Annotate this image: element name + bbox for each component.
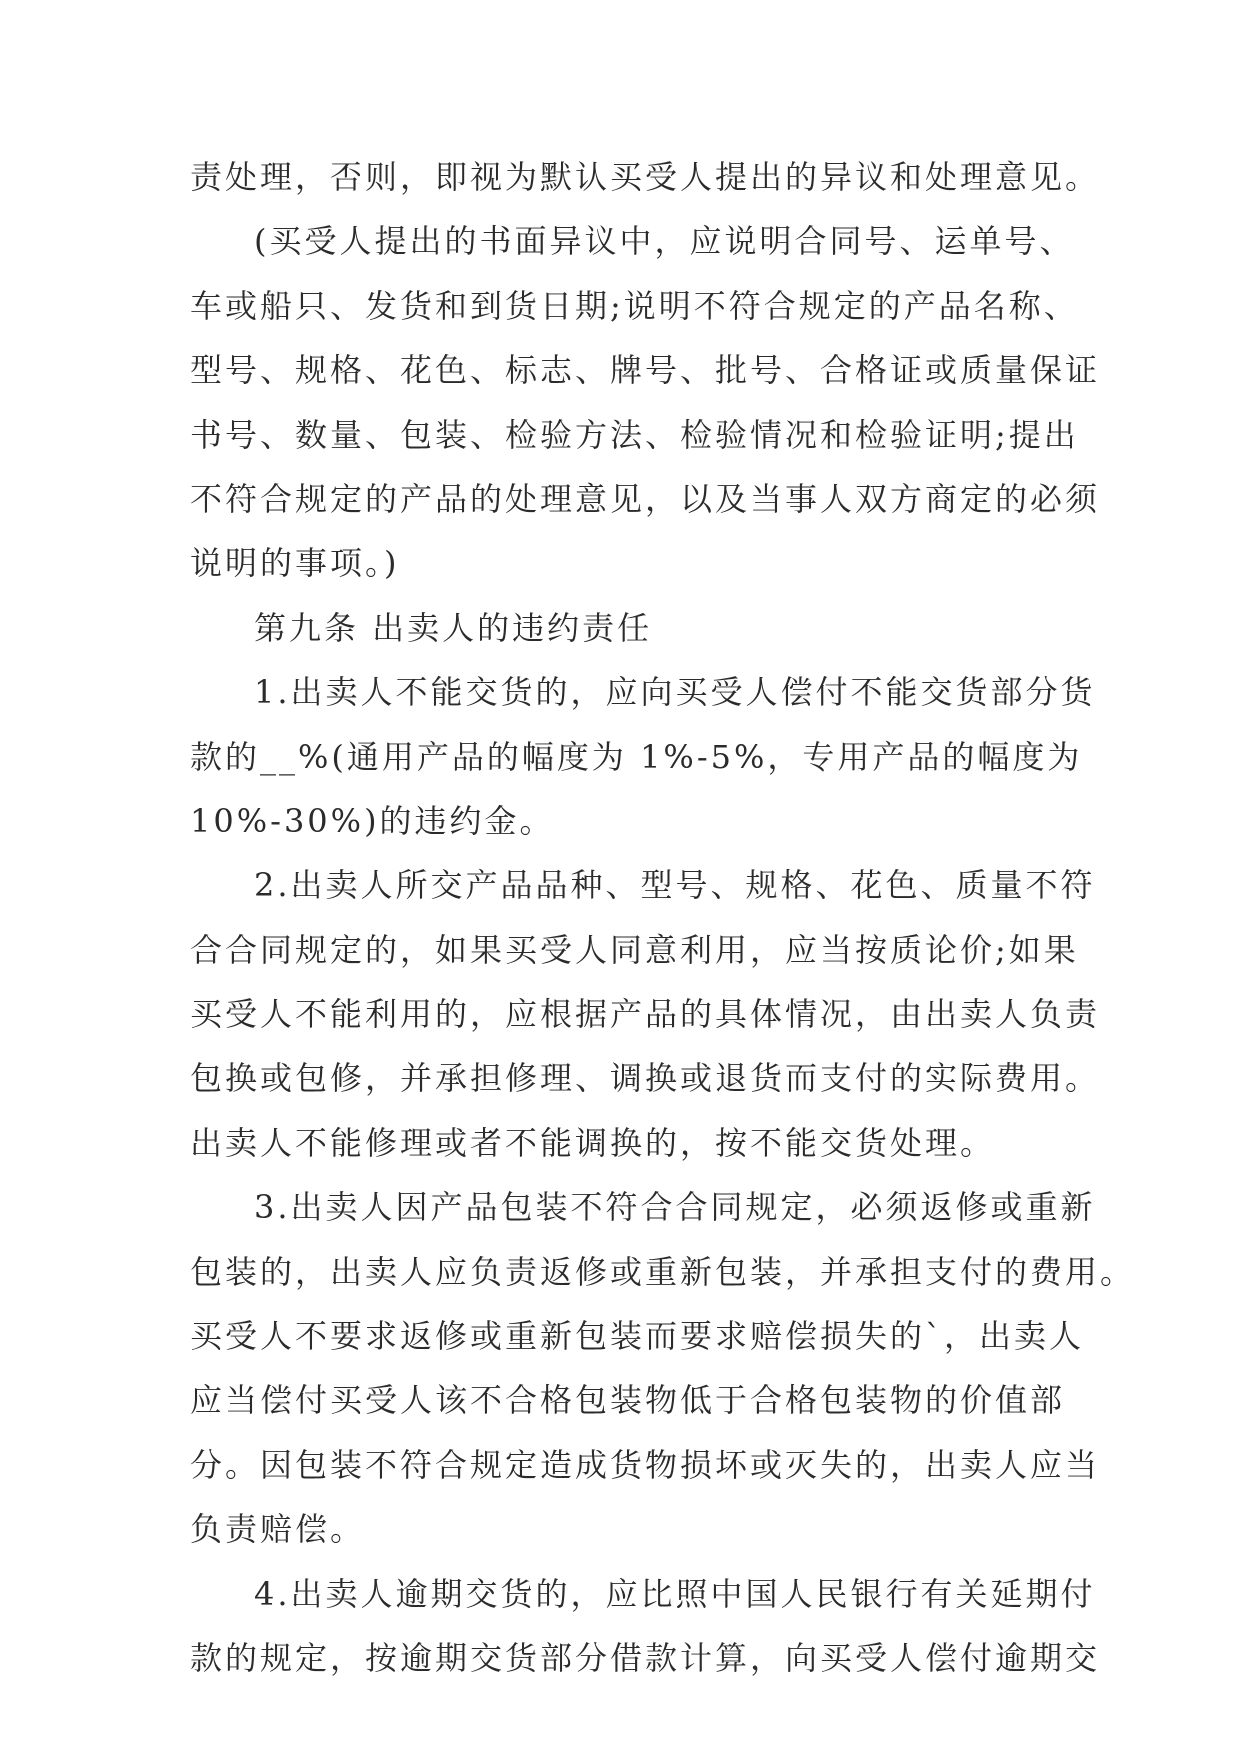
text-line: 10%-30%)的违约金。 <box>190 801 555 840</box>
text-line: 款的规定，按逾期交货部分借款计算，向买受人偿付逾期交 <box>190 1638 1101 1677</box>
text-line: (买受人提出的书面异议中，应说明合同号、运单号、 <box>254 222 1075 261</box>
text-line: 书号、数量、包装、检验方法、检验情况和检验证明;提出 <box>190 415 1079 454</box>
text-line: 车或船只、发货和到货日期;说明不符合规定的产品名称、 <box>190 286 1079 325</box>
text-line: 不符合规定的产品的处理意见，以及当事人双方商定的必须 <box>190 479 1101 518</box>
text-line: 包装的，出卖人应负责返修或重新包装，并承担支付的费用。 <box>190 1252 1136 1291</box>
text-line: 买受人不能利用的，应根据产品的具体情况，由出卖人负责 <box>190 995 1101 1034</box>
text-line: 型号、规格、花色、标志、牌号、批号、合格证或质量保证 <box>190 351 1101 390</box>
text-line: 分。因包装不符合规定造成货物损坏或灭失的，出卖人应当 <box>190 1445 1101 1484</box>
text-line: 款的__%(通用产品的幅度为 1%-5%，专用产品的幅度为 <box>190 737 1083 776</box>
text-line: 出卖人不能修理或者不能调换的，按不能交货处理。 <box>190 1123 996 1162</box>
text-line: 包换或包修，并承担修理、调换或退货而支付的实际费用。 <box>190 1059 1101 1098</box>
section-heading: 第九条 出卖人的违约责任 <box>254 608 653 647</box>
text-line: 2.出卖人所交产品品种、型号、规格、花色、质量不符 <box>254 866 1096 905</box>
text-line: 合合同规定的，如果买受人同意利用，应当按质论价;如果 <box>190 930 1079 969</box>
text-line: 说明的事项。) <box>190 544 400 583</box>
text-line: 负责赔偿。 <box>190 1510 366 1549</box>
text-line: 3.出卖人因产品包装不符合合同规定，必须返修或重新 <box>254 1188 1096 1227</box>
document-body <box>190 157 1136 1702</box>
text-line: 1.出卖人不能交货的，应向买受人偿付不能交货部分货 <box>254 673 1096 712</box>
text-line: 买受人不要求返修或重新包装而要求赔偿损失的`，出卖人 <box>190 1317 1085 1356</box>
text-line: 应当偿付买受人该不合格包装物低于合格包装物的价值部 <box>190 1381 1066 1420</box>
text-line: 责处理，否则，即视为默认买受人提出的异议和处理意见。 <box>190 158 1101 196</box>
text-line: 4.出卖人逾期交货的，应比照中国人民银行有关延期付 <box>254 1574 1096 1613</box>
